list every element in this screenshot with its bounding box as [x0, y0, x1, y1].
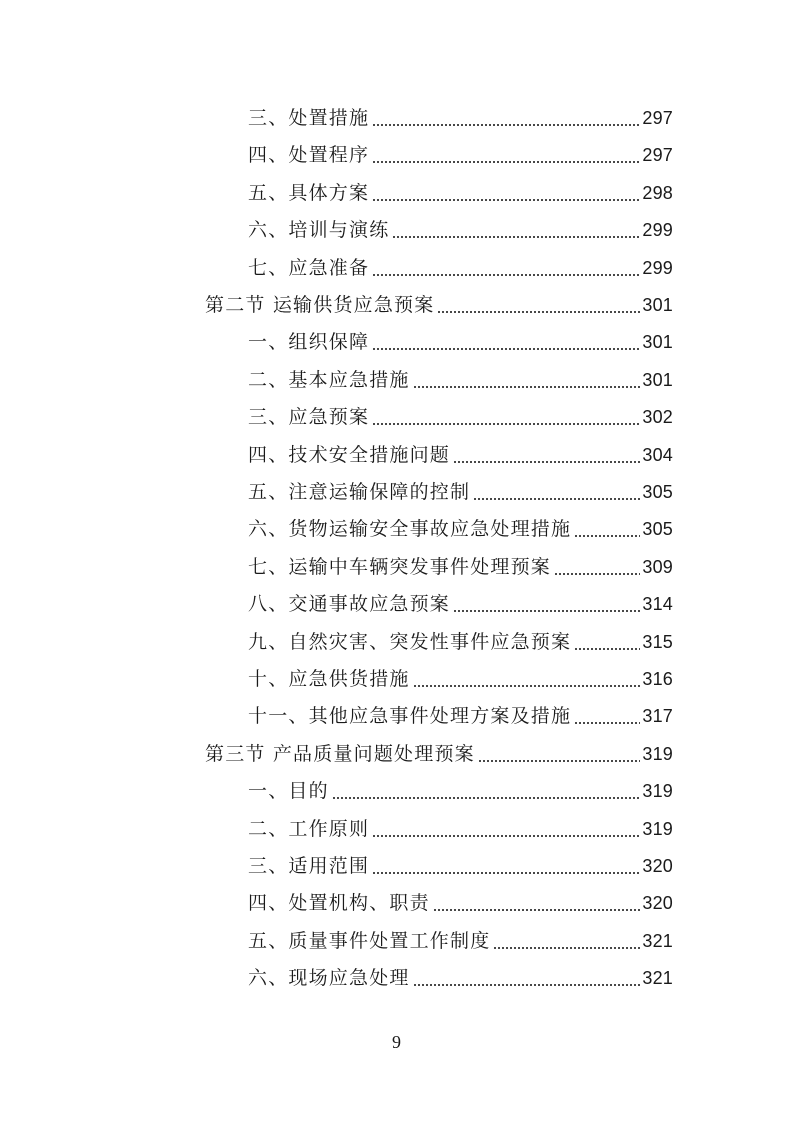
toc-entry[interactable] [248, 324, 673, 354]
toc-entry-page-number: 304 [642, 444, 673, 465]
toc-dot-leader [493, 947, 640, 949]
toc-entry-page-number: 309 [642, 556, 673, 577]
toc-entry-page-number: 297 [642, 108, 673, 128]
toc-entry-title: 第三节 产品质量问题处理预案 [205, 742, 475, 765]
toc-entry-page-number: 321 [642, 930, 673, 951]
toc-entry-title: 九、自然灾害、突发性事件应急预案 [248, 630, 572, 653]
toc-entry-title: 二、基本应急措施 [248, 368, 410, 391]
toc-entry-page-number: 301 [642, 295, 673, 315]
toc-entry-title: 一、目的 [248, 780, 329, 803]
toc-entry[interactable] [248, 885, 673, 915]
toc-dot-leader [574, 535, 640, 537]
toc-entry-page-number: 301 [642, 332, 673, 353]
toc-dot-leader [372, 124, 640, 126]
toc-entry-page-number: 319 [642, 818, 673, 839]
toc-entry-page-number: 315 [642, 631, 673, 652]
toc-dot-leader [473, 498, 640, 500]
toc-entry-title: 三、应急预案 [248, 406, 370, 429]
toc-entry[interactable] [248, 100, 673, 130]
toc-entry-page-number: 302 [642, 407, 673, 428]
toc-entry-title: 七、应急准备 [248, 256, 370, 279]
toc-entry-page-number: 319 [642, 781, 673, 802]
toc-entry-page-number: 321 [642, 968, 673, 989]
toc-entry-title: 五、注意运输保障的控制 [248, 481, 471, 503]
toc-entry-title: 十一、其他应急事件处理方案及措施 [248, 705, 572, 728]
toc-entry-page-number: 298 [642, 182, 673, 203]
toc-entry-title: 七、运输中车辆突发事件处理预案 [248, 555, 552, 578]
toc-entry[interactable] [248, 137, 673, 167]
toc-entry-page-number: 316 [642, 669, 673, 689]
toc-entry-title: 三、适用范围 [248, 855, 370, 877]
toc-entry-title: 二、工作原则 [248, 817, 370, 840]
toc-dot-leader [413, 984, 641, 986]
toc-entry-page-number: 314 [642, 594, 673, 615]
toc-dot-leader [554, 573, 640, 575]
toc-entry[interactable] [248, 212, 673, 242]
toc-entry-page-number: 305 [642, 519, 673, 540]
toc-dot-leader [372, 872, 640, 874]
toc-entry-title: 六、货物运输安全事故应急处理措施 [248, 518, 572, 541]
toc-dot-leader [453, 461, 640, 463]
toc-entry[interactable] [248, 511, 673, 541]
toc-dot-leader [372, 274, 640, 276]
toc-dot-leader [413, 386, 641, 388]
toc-entry-title: 一、组织保障 [248, 331, 370, 354]
toc-dot-leader [437, 311, 640, 313]
toc-dot-leader [372, 835, 640, 837]
toc-entry[interactable] [248, 811, 673, 841]
toc-entry-title: 四、处置程序 [248, 144, 370, 167]
toc-entry-title: 五、质量事件处置工作制度 [248, 929, 491, 952]
toc-entry-page-number: 320 [642, 856, 673, 876]
toc-entry[interactable] [248, 624, 673, 654]
toc-entry[interactable] [248, 362, 673, 392]
toc-entry[interactable] [248, 549, 673, 579]
toc-entry-page-number: 305 [642, 482, 673, 502]
toc-entry[interactable] [248, 250, 673, 280]
toc-dot-leader [332, 797, 641, 799]
toc-entry-page-number: 301 [642, 369, 673, 390]
toc-entry-page-number: 299 [642, 257, 673, 278]
toc-entry-title: 四、处置机构、职责 [248, 892, 430, 915]
toc-dot-leader [574, 648, 640, 650]
toc-entry-title: 八、交通事故应急预案 [248, 593, 451, 616]
page-number: 9 [392, 1032, 401, 1052]
toc-entry[interactable] [248, 175, 673, 205]
toc-entry[interactable] [248, 960, 673, 990]
toc-entry[interactable] [248, 848, 673, 878]
toc-entry-title: 三、处置措施 [248, 107, 370, 129]
toc-entry[interactable] [248, 923, 673, 953]
toc-dot-leader [372, 348, 640, 350]
toc-dot-leader [478, 760, 641, 762]
toc-section-entry[interactable] [205, 287, 673, 317]
toc-entry[interactable] [248, 474, 673, 504]
toc-entry-title: 四、技术安全措施问题 [248, 443, 451, 466]
toc-dot-leader [413, 685, 641, 687]
toc-entry-page-number: 297 [642, 145, 673, 166]
toc-dot-leader [433, 909, 641, 911]
toc-dot-leader [372, 161, 640, 163]
toc-section-entry[interactable] [205, 736, 673, 766]
toc-entry[interactable] [248, 437, 673, 467]
toc-entry-title: 五、具体方案 [248, 181, 370, 204]
toc-entry[interactable] [248, 698, 673, 728]
toc-entry[interactable] [248, 586, 673, 616]
toc-dot-leader [392, 236, 640, 238]
toc-entry[interactable] [248, 399, 673, 429]
toc-entry-title: 六、现场应急处理 [248, 967, 410, 990]
toc-entry[interactable] [248, 773, 673, 803]
toc-entry-title: 第二节 运输供货应急预案 [205, 294, 435, 316]
toc-dot-leader [372, 423, 640, 425]
toc-entry[interactable] [248, 661, 673, 691]
toc-dot-leader [453, 610, 640, 612]
toc-entry-title: 十、应急供货措施 [248, 668, 410, 690]
toc-entry-title: 六、培训与演练 [248, 219, 390, 242]
toc-dot-leader [574, 722, 640, 724]
toc-dot-leader [372, 199, 640, 201]
toc-entry-page-number: 320 [642, 893, 673, 914]
toc-entry-page-number: 299 [642, 220, 673, 241]
toc-entry-page-number: 319 [642, 743, 673, 764]
toc-entry-page-number: 317 [642, 706, 673, 727]
